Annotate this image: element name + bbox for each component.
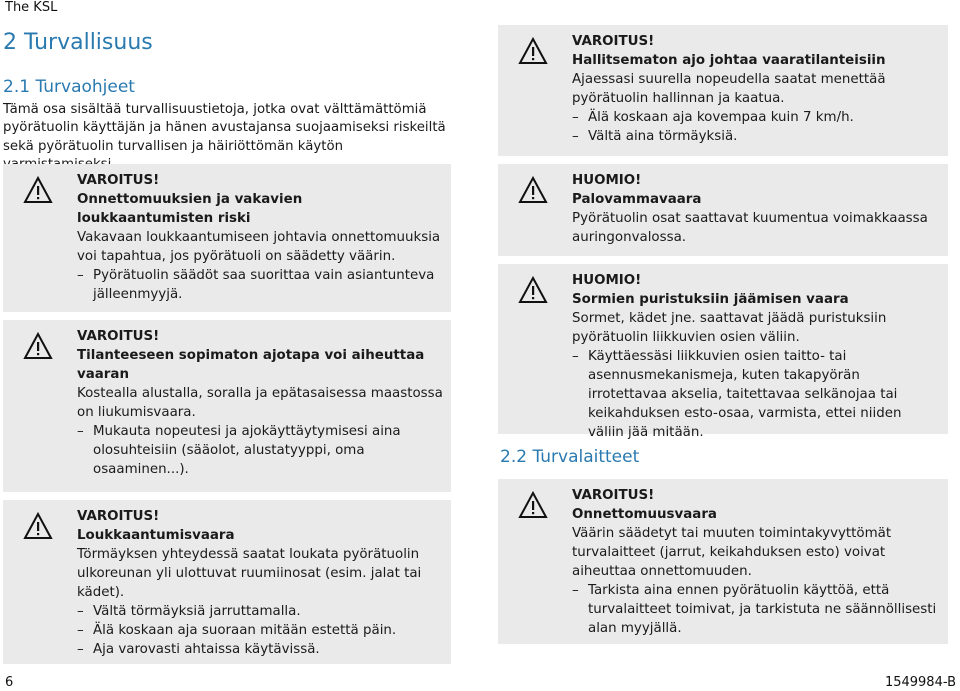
box-body: Vakavaan loukkaantumiseen johtavia onnettomuuksia voi tapahtua, jos pyörätuoli on säädetty väärin. [77, 230, 441, 264]
box-title: Onnettomuusvaara [572, 507, 717, 522]
warning-box-accident-hazard [498, 479, 948, 644]
box-title: Hallitsematon ajo johtaa vaaratilanteisiin [572, 53, 886, 68]
box-kicker: HUOMIO! [572, 273, 642, 288]
warning-box-uncontrolled-driving [498, 25, 948, 156]
list-item: – Älä koskaan aja suoraan mitään estettä päin. [77, 621, 443, 640]
box-title: Tilanteeseen sopimaton ajotapa voi aiheuttaa vaaran [77, 348, 425, 382]
section-subtitle: 2.1 Turvaohjeet [3, 77, 135, 97]
warning-triangle-icon [23, 332, 53, 360]
caution-box-burn-risk [498, 164, 948, 256]
list-item: – Vältä aina törmäyksiä. [572, 127, 940, 146]
section-title: 2 Turvallisuus [3, 30, 153, 55]
list-item: – Aja varovasti ahtaissa käytävissä. [77, 640, 443, 659]
list-item: – Älä koskaan aja kovempaa kuin 7 km/h. [572, 108, 940, 127]
document-id: 1549984-B [884, 675, 956, 690]
warning-triangle-icon [518, 276, 548, 304]
warning-box-injury-risk [3, 500, 451, 664]
box-kicker: VAROITUS! [77, 509, 160, 524]
box-title: Sormien puristuksiin jäämisen vaara [572, 292, 849, 307]
intro-paragraph: Tämä osa sisältää turvallisuustietoja, jotka ovat välttämättömiä pyörätuolin käyttäjän ja hänen avustajansa suojaamiseksi riskeiltä sekä pyörätuolin turvallisen ja häiriöttömän käytön [3, 102, 446, 154]
warning-triangle-icon [518, 37, 548, 65]
box-title: Onnettomuuksien ja vakavien loukkaantumisten riski [77, 192, 303, 226]
box-body: Sormet, kädet jne. saattavat jäädä puristuksiin pyörätuolin liikkuvien osien väliin. [572, 311, 887, 345]
box-body: Törmäyksen yhteydessä saatat loukata pyörätuolin ulkoreunan yli ulottuvat ruumiinosat (esim. jalat tai kädet). [77, 547, 422, 600]
box-body: Pyörätuolin osat saattavat kuumentua voimakkaassa auringonvalossa. [572, 211, 928, 245]
section-subtitle-safety-devices: 2.2 Turvalaitteet [500, 447, 640, 467]
list-item: – Vältä törmäyksiä jarruttamalla. [77, 602, 443, 621]
caution-box-finger-pinch [498, 264, 948, 440]
header-brand: The KSL [5, 0, 58, 15]
box-kicker: VAROITUS! [77, 329, 160, 344]
box-kicker: VAROITUS! [77, 173, 160, 188]
box-kicker: VAROITUS! [572, 34, 655, 49]
box-title: Loukkaantumisvaara [77, 528, 235, 543]
box-kicker: VAROITUS! [572, 488, 655, 503]
box-body: Ajaessasi suurella nopeudella saatat menettää pyörätuolin hallinnan ja kaatua. [572, 72, 886, 106]
list-item: – Pyörätuolin säädöt saa suorittaa vain asiantunteva jälleenmyyjä. [77, 266, 443, 304]
warning-triangle-icon [518, 176, 548, 204]
list-item: – Tarkista aina ennen pyörätuolin käyttöä, että turvalaitteet toimivat, ja tarkistuta ne säännöllisesti alan myyjällä. [572, 581, 940, 638]
box-kicker: HUOMIO! [572, 173, 642, 188]
box-title: Palovammavaara [572, 192, 702, 207]
list-item: – Käyttäessäsi liikkuvien osien taitto- tai asennusmekanismeja, kuten takapyörän irrotettavaa akselia, taitettavaa selkänojaa tai keikahduksen esto-osaa, varmista, ettei niiden väliin jää mitään. [572, 347, 940, 442]
warning-triangle-icon [23, 176, 53, 204]
warning-box-accident-risk [3, 164, 451, 312]
box-body: Kostealla alustalla, soralla ja epätasaisessa maastossa on liukumisvaara. [77, 386, 443, 420]
warning-triangle-icon [23, 512, 53, 540]
warning-triangle-icon [518, 491, 548, 519]
page-number: 6 [5, 675, 14, 690]
box-body: Väärin säädetyt tai muuten toimintakyvyttömät turvalaitteet (jarrut, keikahduksen esto) voivat aiheuttaa onnettomuuden. [572, 526, 892, 579]
warning-box-driving-style [3, 320, 451, 492]
list-item: – Mukauta nopeutesi ja ajokäyttäytymisesi aina olosuhteisiin (sääolot, alustatyyppi, oma osaaminen...). [77, 422, 443, 479]
